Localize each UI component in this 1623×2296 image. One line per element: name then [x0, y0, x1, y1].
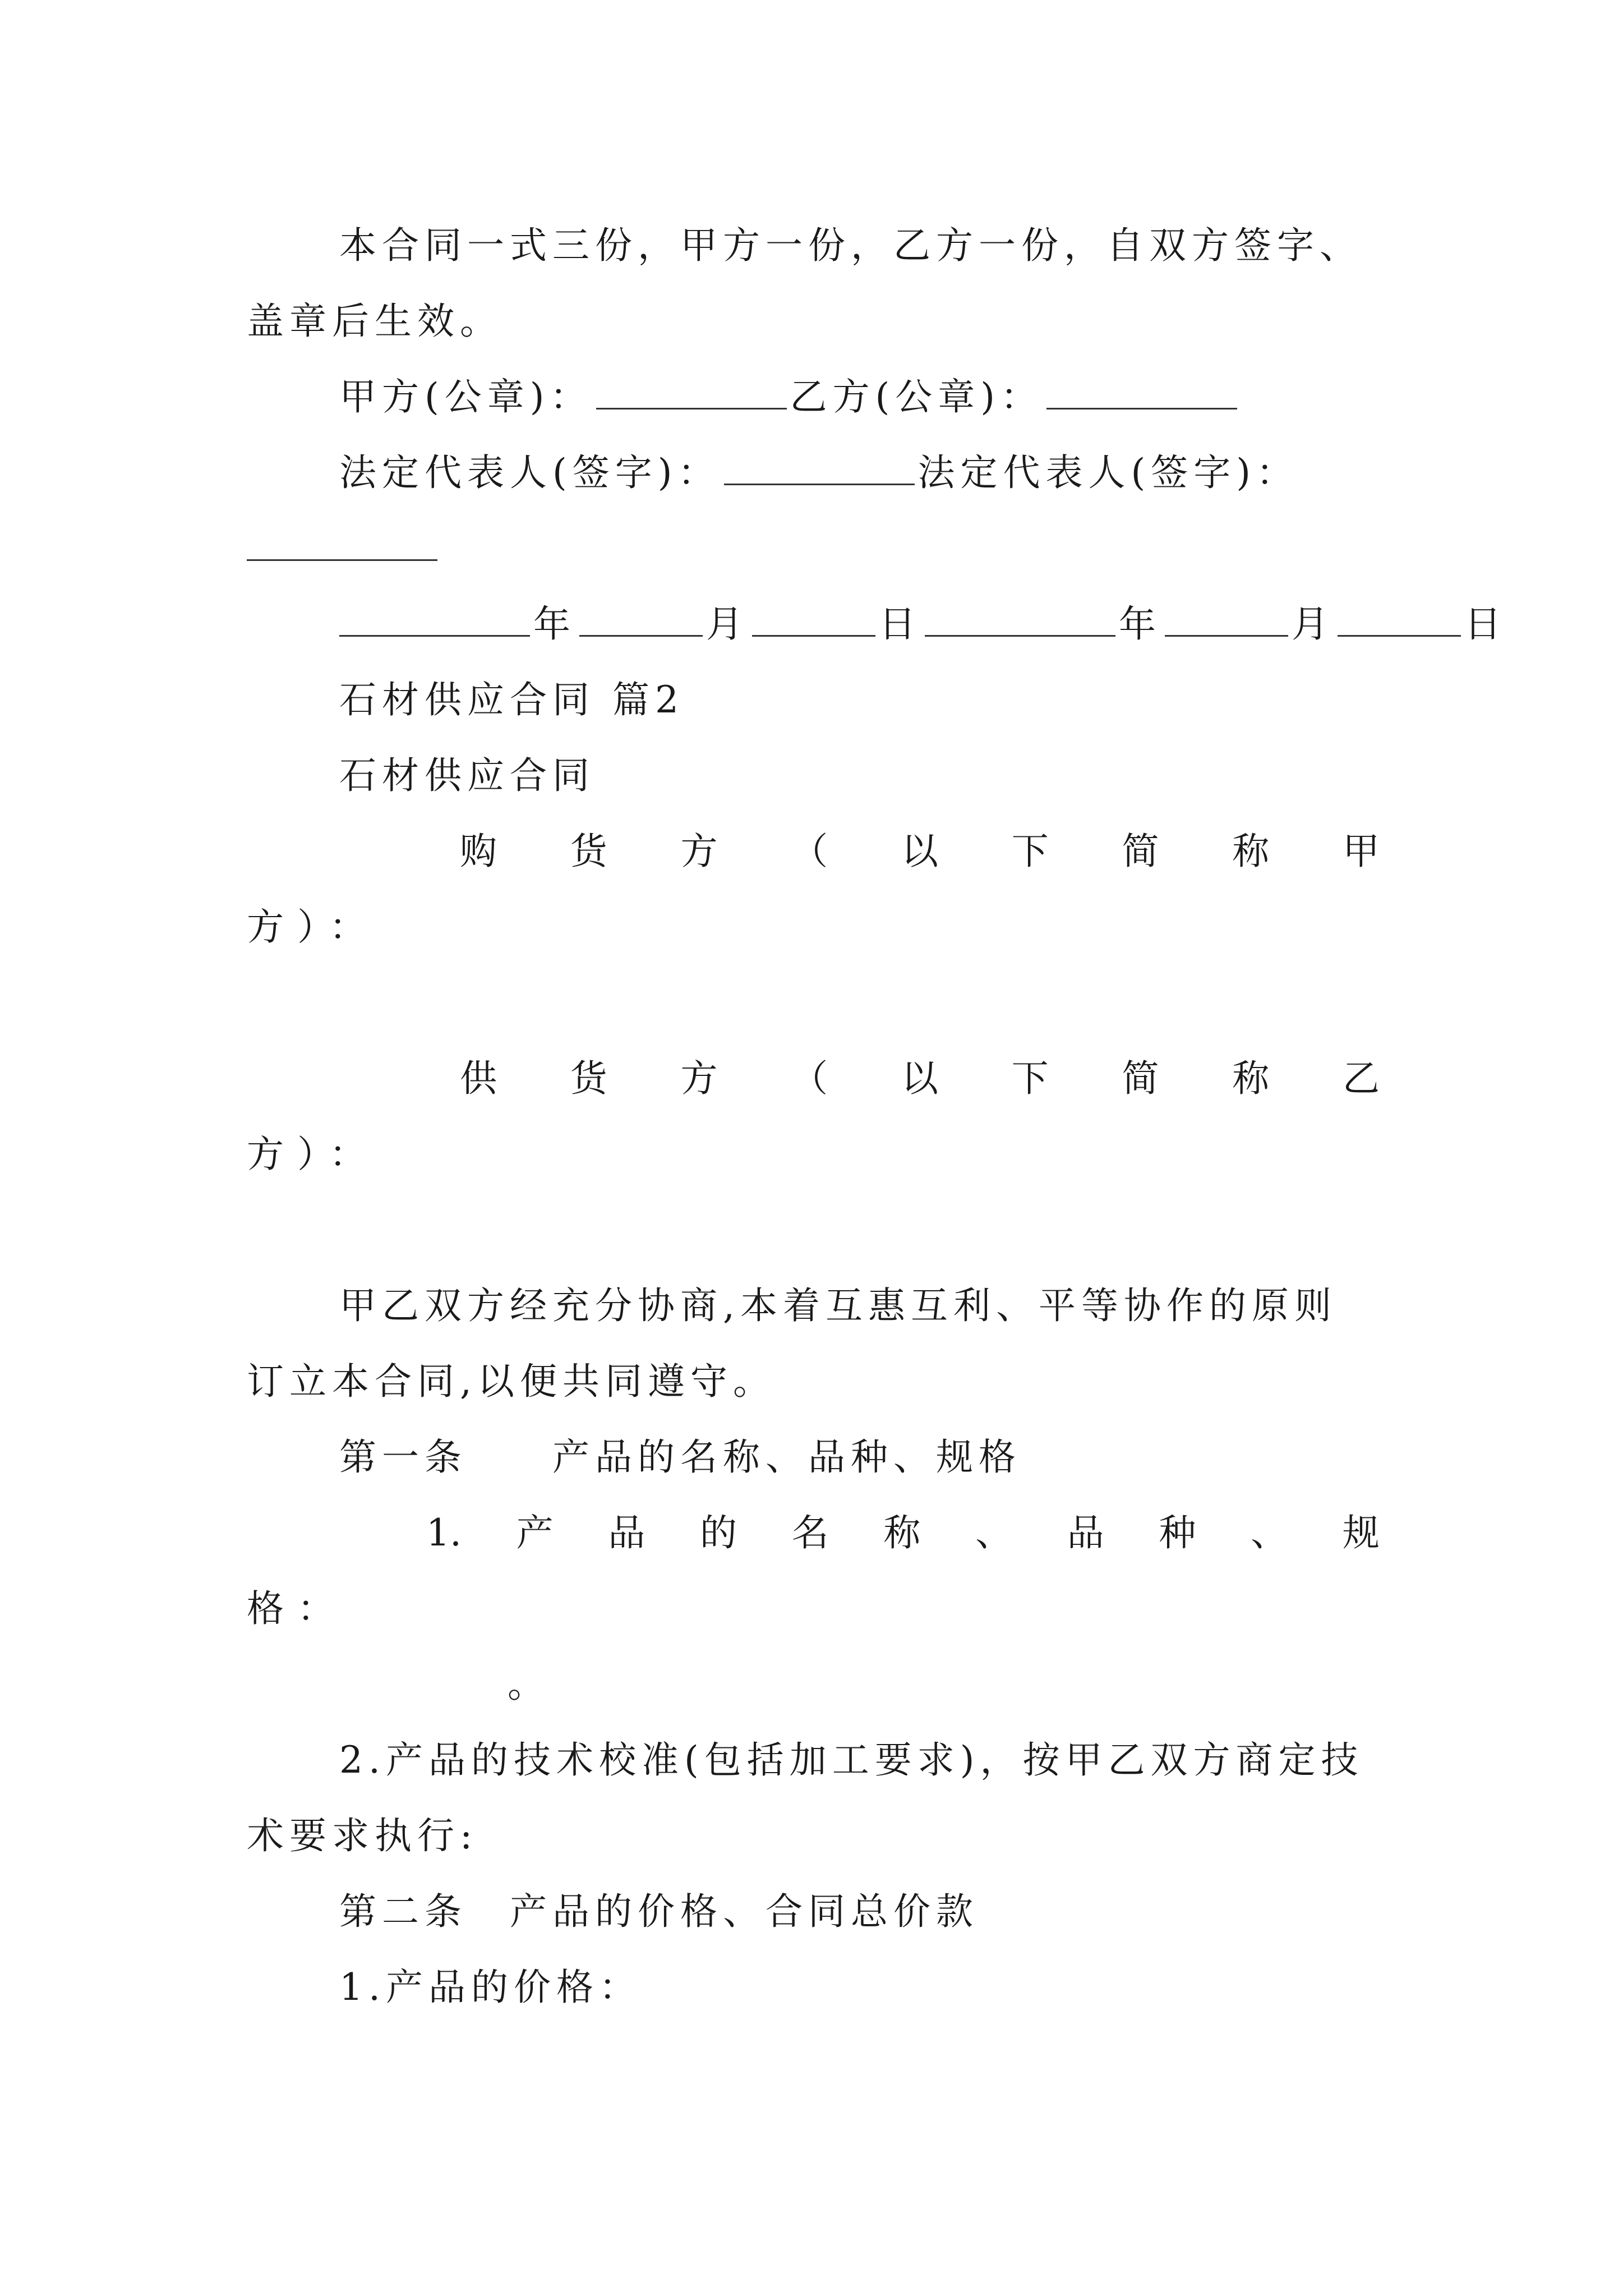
- buyer-line-end: 方）：: [247, 905, 380, 949]
- rep-b-blank-line: [247, 530, 1380, 567]
- seller-char: 乙: [1343, 1057, 1380, 1100]
- item1-char: 名: [791, 1511, 829, 1554]
- rep-a-blank: [724, 454, 915, 485]
- seller-char: 以: [901, 1057, 938, 1100]
- party-b-seal-label: 乙方(公章)：: [790, 375, 1043, 418]
- date-b-day: 日: [1464, 602, 1507, 646]
- seller-char: （: [791, 1057, 828, 1100]
- date-a-year-blank: [339, 606, 530, 637]
- party-a-seal-blank: [596, 379, 787, 409]
- seller-line-end: 方）：: [247, 1133, 380, 1176]
- buyer-char: 货: [570, 830, 607, 873]
- paragraph-copies-line1: 本合同一式三份，甲方一份，乙方一份，自双方签字、: [339, 224, 1362, 267]
- article2-item1: 1.产品的价格：: [339, 1966, 642, 2009]
- article1-item2-line1: 2.产品的技术校准(包括加工要求)，按甲乙双方商定技: [339, 1738, 1364, 1782]
- seller-char: 供: [460, 1057, 497, 1100]
- seller-char: 下: [1011, 1057, 1049, 1100]
- intro-line1: 甲乙双方经充分协商,本着互惠互利、平等协作的原则: [339, 1284, 1337, 1327]
- date-a-month: 月: [706, 602, 749, 646]
- article2-title: 第二条 产品的价格、合同总价款: [339, 1890, 979, 1933]
- buyer-char: 以: [901, 830, 938, 873]
- party-b-seal-blank: [1046, 379, 1237, 409]
- item1-char: 产: [516, 1511, 554, 1554]
- item1-char: 的: [700, 1511, 737, 1554]
- date-b-month-blank: [1165, 606, 1288, 637]
- date-line: [339, 602, 1507, 646]
- date-a-month-blank: [579, 606, 703, 637]
- buyer-char: 简: [1122, 830, 1159, 873]
- contract-title: 石材供应合同: [339, 754, 595, 797]
- intro-line2: 订立本合同,以便共同遵守。: [247, 1360, 776, 1403]
- rep-a-label: 法定代表人(签字)：: [339, 451, 721, 494]
- item1-char: 种: [1159, 1511, 1196, 1554]
- buyer-char: （: [791, 830, 828, 873]
- date-a-year: 年: [533, 602, 576, 646]
- article1-item1-end: 格：: [247, 1587, 348, 1630]
- buyer-char: 称: [1232, 830, 1270, 873]
- signature-representative-line: [339, 451, 1380, 494]
- seller-char: 简: [1122, 1057, 1159, 1100]
- date-b-year-blank: [925, 606, 1115, 637]
- seller-char: 称: [1232, 1057, 1270, 1100]
- buyer-char: 下: [1011, 830, 1049, 873]
- seller-char: 货: [570, 1057, 607, 1100]
- item1-char: 品: [608, 1511, 645, 1554]
- item1-char: 、: [1251, 1511, 1288, 1554]
- section-title-part2: 石材供应合同 篇2: [339, 678, 684, 721]
- buyer-char: 甲: [1343, 830, 1380, 873]
- date-b-month: 月: [1292, 602, 1334, 646]
- article1-item2-line2: 术要求执行:: [247, 1814, 478, 1857]
- rep-b-blank: [247, 530, 437, 561]
- seller-char: 方: [680, 1057, 718, 1100]
- seller-line: [460, 1057, 1380, 1100]
- buyer-char: 方: [680, 830, 718, 873]
- date-a-day-blank: [752, 606, 875, 637]
- paragraph-copies-line2: 盖章后生效。: [247, 300, 502, 343]
- item1-char: 、: [975, 1511, 1013, 1554]
- item1-char: 规: [1342, 1511, 1380, 1554]
- article1-item1-period: 。: [508, 1663, 550, 1706]
- date-b-year: 年: [1119, 602, 1161, 646]
- buyer-char: 购: [460, 830, 497, 873]
- article1-title: 第一条 产品的名称、品种、规格: [339, 1435, 1021, 1479]
- item1-char: 称: [883, 1511, 921, 1554]
- item1-char: 品: [1067, 1511, 1104, 1554]
- date-a-day: 日: [879, 602, 921, 646]
- party-a-seal-label: 甲方(公章)：: [339, 375, 593, 418]
- buyer-line: [460, 830, 1380, 873]
- signature-party-line: [339, 375, 1380, 418]
- item1-char: 1.: [426, 1511, 462, 1554]
- article1-item1-line: [426, 1511, 1380, 1554]
- rep-b-label: 法定代表人(签字)：: [917, 451, 1299, 494]
- date-b-day-blank: [1338, 606, 1461, 637]
